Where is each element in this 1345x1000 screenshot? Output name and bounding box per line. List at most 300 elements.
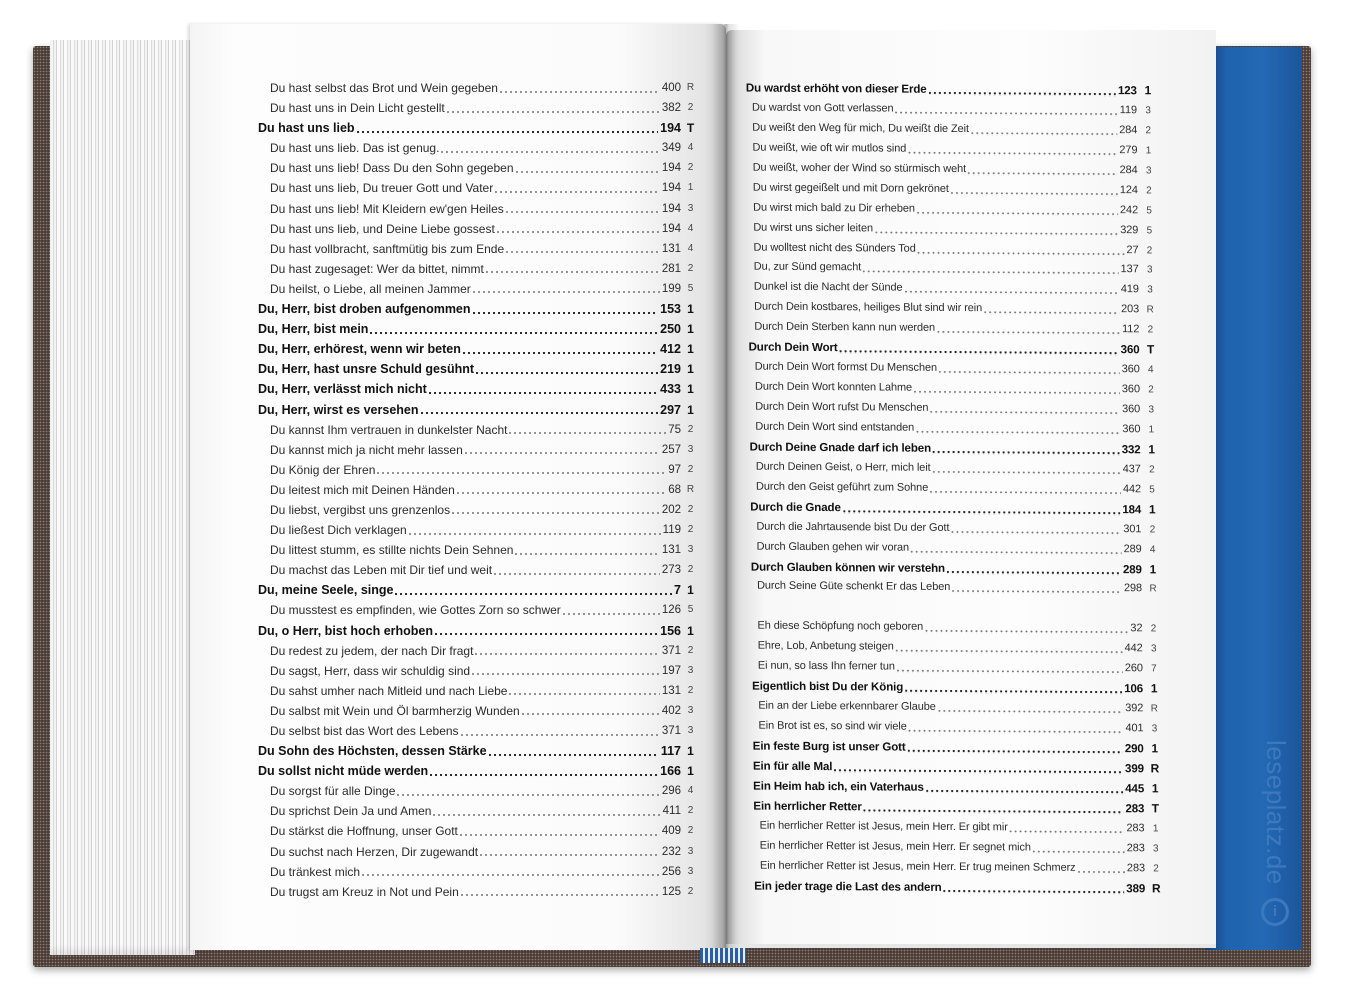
entry-title: Du littest stumm, es stillte nichts Dein Sehnen (270, 543, 514, 558)
leader-dots (926, 778, 1124, 799)
entry-column-marker: 4 (1147, 364, 1154, 376)
leader-dots (925, 618, 1128, 639)
leader-dots (473, 279, 660, 299)
leader-dots (441, 138, 659, 158)
entry-page-number: 97 (668, 463, 681, 476)
entry-page-number: 349 (661, 142, 681, 155)
entry-column-marker: 5 (1149, 484, 1155, 496)
entry-page-number: 124 (1119, 183, 1138, 196)
entry-page-number: 360 (1122, 423, 1141, 436)
leader-dots (1010, 818, 1125, 839)
leader-dots (843, 498, 1121, 520)
index-entry (258, 420, 700, 440)
index-entry (258, 259, 700, 279)
entry-column-marker: R (1146, 304, 1154, 316)
index-heading-entry (258, 359, 700, 379)
entry-column-marker: 1 (1151, 741, 1159, 756)
entry-column-marker: 7 (1151, 663, 1157, 675)
entry-title: Du, Herr, erhörest, wenn wir beten (258, 342, 461, 357)
index-entry (258, 661, 700, 681)
leader-dots (916, 419, 1120, 440)
entry-page-number: 298 (1123, 582, 1143, 595)
entry-title: Ein Brot ist es, so sind wir viele (758, 719, 907, 733)
entry-page-number: 119 (1119, 104, 1138, 117)
entry-title: Du wirst uns sicher leiten (753, 221, 874, 234)
entry-column-marker: 3 (1146, 264, 1153, 276)
entry-page-number: 360 (1121, 363, 1140, 376)
entry-column-marker: 2 (687, 423, 694, 435)
entry-column-marker: 2 (1146, 244, 1153, 256)
entry-column-marker: 3 (1145, 105, 1151, 117)
entry-column-marker: 3 (687, 443, 694, 455)
leader-dots (447, 98, 660, 118)
entry-title: Ein jeder trage die Last des andern (754, 879, 942, 894)
entry-column-marker: 3 (687, 704, 694, 716)
entry-page-number: 199 (661, 282, 681, 295)
leader-dots (952, 578, 1122, 599)
entry-page-number: 219 (660, 362, 681, 377)
index-entry (258, 239, 700, 259)
entry-column-marker: 3 (687, 544, 694, 556)
entry-page-number: 419 (1120, 283, 1139, 296)
index-heading-entry (258, 299, 700, 319)
entry-title: Ein Heim hab ich, ein Vaterhaus (753, 779, 924, 794)
entry-title: Du weißt, woher der Wind so stürmisch weht (752, 161, 967, 175)
entry-page-number: 184 (1122, 502, 1142, 516)
index-heading-entry (258, 761, 700, 781)
leader-dots (563, 600, 660, 620)
entry-title: Durch Dein Wort formst Du Menschen (754, 360, 938, 374)
leader-dots (939, 359, 1120, 380)
entry-page-number: 7 (674, 583, 681, 598)
entry-title: Du wardst erhöht von dieser Erde (745, 81, 927, 96)
entry-page-number: 401 (1125, 722, 1144, 735)
entry-title: Du weißt, wie oft wir mutlos sind (752, 141, 907, 155)
entry-page-number: 126 (661, 604, 681, 617)
entry-page-number: 402 (661, 704, 681, 717)
leader-dots (486, 259, 660, 279)
index-entry (258, 781, 700, 801)
index-heading-entry (754, 876, 1167, 899)
index-entry (258, 178, 700, 198)
leader-dots (984, 300, 1119, 321)
right-page-index-list (746, 79, 1168, 899)
entry-page-number: 203 (1120, 303, 1140, 316)
entry-title: Du, Herr, wirst es versehen (258, 402, 419, 417)
entry-page-number: 194 (660, 121, 681, 136)
entry-column-marker: 1 (687, 182, 694, 194)
entry-title: Du suchst nach Herzen, Dir zugewandt (270, 844, 479, 859)
entry-title: Durch Dein kostbares, heiliges Blut sind wir rein (754, 300, 983, 315)
entry-page-number: 389 (1126, 881, 1146, 895)
index-heading-entry (258, 741, 700, 761)
leader-dots (463, 339, 658, 359)
entry-column-marker: 5 (687, 282, 694, 294)
leader-dots (914, 379, 1120, 400)
leader-dots (968, 160, 1118, 181)
entry-page-number: 289 (1122, 562, 1142, 576)
entry-title: Du tränkest mich (270, 864, 361, 879)
entry-page-number: 283 (1126, 821, 1145, 835)
entry-title: Du, Herr, bist mein (258, 322, 369, 337)
leader-dots (452, 500, 660, 520)
entry-title: Du, Herr, bist droben aufgenommen (258, 302, 471, 317)
index-heading-entry (258, 580, 700, 600)
entry-column-marker: 5 (1146, 204, 1152, 216)
leader-dots (897, 658, 1123, 680)
entry-page-number: 194 (661, 182, 681, 195)
leader-dots (971, 120, 1117, 141)
entry-title: Du hast selbst das Brot und Wein gegeben (270, 81, 498, 95)
entry-page-number: 166 (660, 764, 681, 779)
entry-page-number: 400 (661, 82, 681, 94)
entry-page-number: 360 (1120, 343, 1140, 357)
entry-column-marker: 1 (1148, 442, 1155, 457)
entry-title: Durch Dein Sterben kann nun werden (754, 320, 936, 335)
index-heading-entry (258, 621, 700, 641)
leader-dots (480, 842, 660, 862)
entry-column-marker: 3 (687, 202, 694, 214)
index-entry (258, 440, 700, 460)
entry-page-number: 153 (660, 302, 681, 317)
leader-dots (905, 678, 1122, 699)
entry-column-marker: 2 (687, 805, 694, 817)
entry-title: Dunkel ist die Nacht der Sünde (753, 280, 903, 294)
entry-column-marker: 4 (687, 222, 694, 234)
leader-dots (908, 139, 1117, 160)
entry-page-number: 332 (1121, 443, 1141, 457)
entry-column-marker: 1 (687, 322, 694, 337)
leader-dots (863, 259, 1119, 281)
entry-page-number: 250 (660, 322, 681, 337)
leader-dots (951, 180, 1118, 201)
index-entry (258, 98, 700, 118)
entry-column-marker: 2 (1146, 185, 1152, 197)
entry-title: Du stärkst die Hoffnung, unser Gott (270, 824, 458, 839)
entry-title: Du wirst mich bald zu Dir erheben (753, 201, 915, 215)
entry-column-marker: 2 (687, 262, 694, 274)
leader-dots (494, 560, 660, 580)
entry-page-number: 117 (660, 744, 681, 759)
entry-page-number: 273 (661, 564, 681, 577)
entry-column-marker: 3 (1152, 843, 1159, 855)
entry-column-marker: 3 (687, 725, 694, 736)
entry-column-marker: 2 (687, 162, 694, 174)
entry-page-number: 137 (1120, 263, 1139, 276)
leader-dots (457, 480, 666, 500)
index-entry (258, 882, 700, 902)
leader-dots (357, 118, 659, 138)
entry-title: Ein herrlicher Retter (753, 799, 862, 814)
leader-dots (875, 219, 1118, 241)
entry-column-marker: 1 (687, 342, 694, 357)
entry-page-number: 257 (661, 443, 681, 456)
entry-title: Du musstest es empfinden, wie Gottes Zorn so schwer (270, 603, 561, 618)
entry-column-marker: 2 (687, 885, 694, 897)
index-section (751, 617, 1167, 899)
entry-title: Ei nun, so lass Ihn ferner tun (757, 659, 895, 673)
entry-title: Du selbst bist das Wort des Lebens (270, 724, 459, 738)
entry-title: Durch die Gnade (750, 500, 841, 514)
entry-column-marker: T (1151, 801, 1159, 816)
entry-page-number: 412 (660, 342, 681, 357)
entry-column-marker: 2 (687, 102, 694, 114)
index-entry (258, 701, 700, 721)
index-entry (258, 520, 700, 540)
entry-page-number: 194 (661, 162, 681, 175)
entry-title: Durch Deinen Geist, o Herr, mich leit (755, 460, 931, 474)
entry-column-marker: R (1149, 583, 1157, 595)
page-stack (50, 40, 195, 955)
leader-dots (489, 741, 659, 761)
entry-title: Du hast uns lieb. Das ist genug. (270, 141, 440, 156)
leader-dots (904, 279, 1118, 300)
leader-dots (918, 239, 1125, 260)
leader-dots (506, 199, 660, 219)
entry-page-number: 131 (661, 544, 681, 557)
index-heading-entry (258, 400, 700, 420)
entry-title: Ein herrlicher Retter ist Jesus, mein Herr. Er segnet mich (759, 839, 1031, 854)
entry-page-number: 232 (661, 845, 681, 858)
leader-dots (370, 319, 658, 339)
leader-dots (937, 319, 1120, 340)
entry-page-number: 112 (1122, 323, 1140, 336)
entry-page-number: 399 (1124, 762, 1144, 776)
leader-dots (864, 797, 1124, 819)
gutter-shadow (712, 24, 740, 952)
entry-column-marker: 2 (1148, 464, 1155, 476)
entry-title: Du Sohn des Höchsten, dessen Stärke (258, 744, 487, 759)
entry-column-marker: 1 (687, 402, 694, 417)
entry-column-marker: 2 (1153, 862, 1159, 874)
index-entry (258, 500, 700, 520)
entry-title: Du hast uns in Dein Licht gestellt (270, 101, 445, 116)
entry-title: Du sollst nicht müde werden (258, 764, 429, 779)
entry-column-marker: 2 (1147, 324, 1154, 336)
leader-dots (473, 299, 659, 319)
entry-title: Du weißt den Weg für mich, Du weißt die Zeit (752, 121, 969, 135)
entry-column-marker: 1 (1152, 823, 1159, 835)
entry-title: Du, meine Seele, singe (258, 583, 394, 598)
entry-column-marker: 1 (687, 302, 694, 317)
index-entry (258, 138, 700, 158)
index-entry (258, 460, 700, 480)
entry-column-marker: 1 (1144, 83, 1152, 98)
entry-page-number: 123 (1117, 84, 1137, 98)
entry-column-marker: 3 (1151, 723, 1158, 735)
entry-page-number: 131 (661, 684, 681, 697)
entry-title: Du hast uns lieb (258, 121, 355, 136)
entry-title: Du hast vollbracht, sanftmütig bis zum Ende (270, 241, 505, 256)
leader-dots (476, 359, 658, 379)
entry-column-marker: 3 (687, 845, 694, 857)
entry-column-marker: 2 (687, 564, 694, 576)
entry-title: Du, Herr, verlässt mich nicht (258, 382, 427, 397)
leader-dots (395, 580, 672, 600)
entry-title: Du ließest Dich verklagen (270, 523, 407, 538)
entry-page-number: 283 (1125, 801, 1145, 816)
entry-page-number: 281 (661, 262, 681, 275)
entry-page-number: 297 (660, 402, 681, 417)
entry-page-number: 433 (660, 382, 681, 397)
leader-dots (930, 399, 1120, 420)
entry-column-marker: 3 (1147, 284, 1153, 296)
entry-page-number: 442 (1122, 482, 1142, 496)
entry-page-number: 283 (1126, 841, 1145, 854)
entry-title: Du, Herr, hast unsre Schuld gesühnt (258, 362, 475, 377)
entry-title: Ehre, Lob, Anbetung steigen (757, 639, 894, 653)
leader-dots (500, 78, 660, 98)
entry-column-marker: 1 (1145, 145, 1152, 157)
entry-page-number: 279 (1119, 143, 1138, 157)
leader-dots (509, 681, 659, 701)
leader-dots (895, 100, 1117, 121)
leader-dots (522, 701, 660, 721)
entry-title: Eigentlich bist Du der König (752, 679, 904, 694)
leader-dots (397, 781, 659, 801)
entry-title: Ein für alle Mal (752, 759, 833, 774)
entry-column-marker: 3 (687, 865, 694, 877)
index-section (746, 79, 1164, 600)
entry-page-number: 289 (1123, 542, 1142, 555)
entry-page-number: 68 (668, 483, 681, 496)
leader-dots (472, 661, 660, 681)
entry-column-marker: 1 (687, 583, 694, 598)
leader-dots (409, 520, 661, 540)
entry-title: Ein herrlicher Retter ist Jesus, mein Herr. Er gibt mir (759, 819, 1008, 834)
index-heading-entry (258, 118, 700, 138)
leader-dots (465, 440, 660, 460)
entry-page-number: 437 (1122, 462, 1141, 476)
entry-page-number: 260 (1124, 662, 1143, 675)
index-heading-entry (258, 319, 700, 339)
entry-title: Du hast zugesaget: Wer da bittet, nimmt (270, 261, 484, 276)
entry-page-number: 156 (660, 623, 681, 638)
endpaper-watermark: leseplatz.de (1261, 740, 1291, 885)
entry-page-number: 256 (661, 865, 681, 878)
leader-dots (509, 420, 666, 440)
leader-dots (430, 761, 658, 781)
entry-title: Du hast uns lieb, und Deine Liebe gossest (270, 221, 495, 236)
leader-dots (460, 821, 660, 841)
entry-page-number: 75 (668, 423, 681, 436)
entry-column-marker: 1 (1150, 681, 1158, 696)
leader-dots (907, 738, 1122, 759)
index-entry (258, 721, 700, 741)
index-entry (258, 560, 700, 580)
entry-title: Du wardst von Gott verlassen (751, 101, 894, 115)
entry-column-marker: 1 (687, 623, 694, 638)
entry-column-marker: 1 (687, 382, 694, 397)
index-entry (258, 821, 700, 841)
left-page-index-list (258, 78, 700, 902)
entry-page-number: 27 (1126, 243, 1139, 256)
leader-dots (475, 641, 659, 661)
entry-title: Durch Glauben können wir verstehn (750, 560, 946, 575)
entry-page-number: 442 (1124, 642, 1143, 655)
leader-dots (362, 862, 660, 882)
entry-column-marker: 4 (687, 142, 694, 154)
entry-title: Du machst das Leben mit Dir tief und weit (270, 563, 493, 578)
entry-title: Du wirst gegeißelt und mit Dorn gekrönet (752, 181, 949, 195)
index-entry (258, 801, 700, 821)
leader-dots (1077, 858, 1125, 878)
index-entry (258, 199, 700, 219)
entry-title: Du sprichst Dein Ja und Amen (270, 804, 432, 819)
entry-column-marker: 3 (1148, 404, 1154, 416)
entry-column-marker: 4 (687, 785, 694, 797)
leader-dots (933, 439, 1120, 460)
entry-title: Du hast uns lieb! Dass Du den Sohn gegeben (270, 161, 514, 176)
entry-title: Durch Dein Wort sind entstanden (755, 420, 915, 434)
leader-dots (377, 460, 666, 480)
entry-page-number: 445 (1125, 781, 1145, 796)
entry-title: Du, zur Sünd gemacht (753, 261, 862, 274)
entry-column-marker: 1 (687, 362, 694, 377)
entry-title: Du sagst, Herr, dass wir schuldig sind (270, 663, 471, 678)
index-heading-entry (258, 379, 700, 399)
entry-column-marker: R (1151, 880, 1161, 895)
entry-column-marker: 2 (687, 463, 694, 475)
entry-page-number: 329 (1120, 223, 1139, 236)
entry-title: Durch Dein Wort rufst Du Menschen (755, 400, 929, 414)
index-entry (258, 641, 700, 661)
index-entry (258, 681, 700, 701)
watermark-logo-icon: i (1261, 898, 1289, 926)
entry-page-number: 197 (661, 664, 681, 677)
leader-dots (497, 219, 660, 239)
entry-column-marker: 1 (1151, 781, 1159, 796)
entry-title: Durch Seine Güte schenkt Er das Leben (756, 580, 951, 594)
entry-title: Ein herrlicher Retter ist Jesus, mein Herr. Er trug meinen Schmerz (759, 859, 1076, 874)
entry-title: Du kannst mich ja nicht mehr lassen (270, 442, 463, 457)
entry-page-number: 371 (661, 644, 681, 657)
entry-title: Du hast uns lieb, Du treuer Gott und Vater (270, 181, 494, 196)
entry-title: Du kannst Ihm vertrauen in dunkelster Nacht (270, 422, 508, 437)
entry-title: Durch Deine Gnade darf ich leben (749, 440, 932, 455)
leader-dots (429, 379, 658, 399)
entry-column-marker: 2 (687, 825, 694, 837)
leader-dots (495, 178, 660, 198)
entry-page-number: 284 (1119, 163, 1138, 177)
entry-title: Du wolltest nicht des Sünders Tod (753, 241, 916, 255)
leader-dots (896, 638, 1123, 660)
entry-column-marker: 4 (687, 242, 694, 254)
entry-column-marker: 1 (687, 764, 694, 779)
entry-column-marker: R (1150, 761, 1160, 776)
index-entry (258, 600, 700, 620)
entry-title: Durch Glauben gehen wir voran (756, 540, 910, 554)
entry-column-marker: R (1150, 703, 1158, 715)
entry-column-marker: R (686, 483, 695, 495)
entry-page-number: 242 (1119, 203, 1139, 216)
leader-dots (461, 721, 660, 741)
index-entry (258, 158, 700, 178)
entry-page-number: 296 (661, 785, 681, 798)
entry-column-marker: 1 (1149, 561, 1157, 576)
entry-page-number: 360 (1122, 403, 1141, 416)
entry-column-marker: 2 (687, 684, 694, 696)
entry-page-number: 290 (1124, 742, 1144, 756)
leader-dots (909, 718, 1124, 739)
index-entry (258, 480, 700, 500)
leader-dots (834, 757, 1123, 779)
entry-title: Durch Dein Wort konnten Lahme (754, 380, 913, 394)
leader-dots (930, 479, 1121, 500)
entry-column-marker: 3 (1150, 643, 1157, 655)
leader-dots (928, 80, 1116, 101)
entry-page-number: 284 (1119, 124, 1138, 137)
